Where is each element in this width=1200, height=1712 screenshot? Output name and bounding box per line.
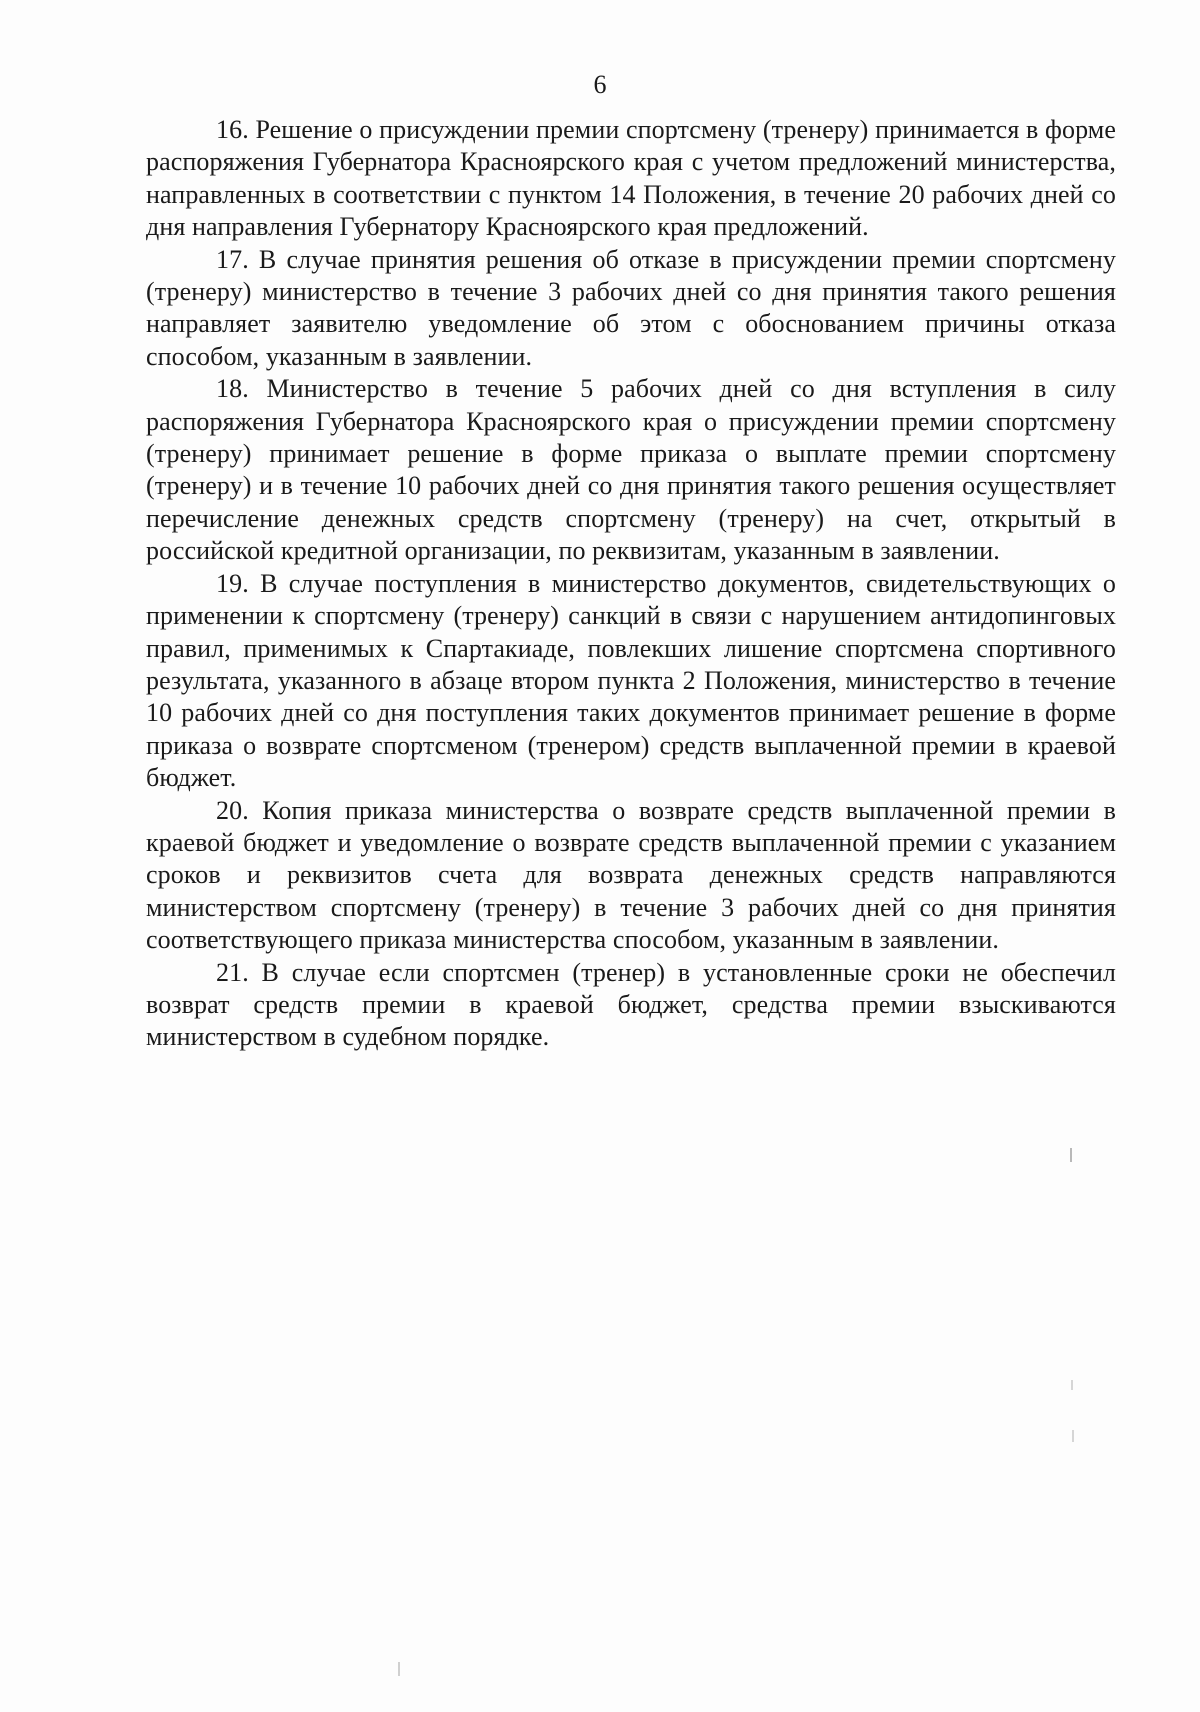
page-number: 6: [593, 70, 607, 99]
paragraph-19: 19. В случае поступления в министерство документов, свидетельствующих о применении к спортсмену (тренеру) санкций в связи с нарушением антидопинговых правил, применимых к Спартакиаде, повлекших лишение спортсмена спортивного результата, указанного в абзаце втором пункта 2 Положения, министерство в течение 10 рабочих дней со дня поступления таких документов принимает решение в форме приказа о возврате спортсменом (тренером) средств выплаченной премии в краевой бюджет.: [146, 568, 1116, 793]
paragraph-17: 17. В случае принятия решения об отказе в присуждении премии спортсмену (тренеру) министерство в течение 3 рабочих дней со дня принятия такого решения направляет заявителю уведомление об этом с обоснованием причины отказа способом, указанным в заявлении.: [146, 244, 1116, 371]
paragraph-21: 21. В случае если спортсмен (тренер) в установленные сроки не обеспечил возврат средств премии в краевой бюджет, средства премии взыскиваются министерством в судебном порядке.: [146, 957, 1116, 1052]
scan-speck: [1072, 1430, 1074, 1442]
paragraph-16: 16. Решение о присуждении премии спортсмену (тренеру) принимается в форме распоряжения Губернатора Красноярского края с учетом предложений министерства, направленных в соответствии с пунктом 14 Положения, в течение 20 рабочих дней со дня направления Губернатору Красноярского края предложений.: [146, 115, 1116, 242]
scan-speck: [398, 1662, 400, 1676]
scan-speck: [1071, 1380, 1073, 1390]
document-body: [146, 114, 1116, 1054]
scan-speck: [1070, 1148, 1072, 1162]
paragraph-20: 20. Копия приказа министерства о возврате средств выплаченной премии в краевой бюджет и уведомление о возврате средств выплаченной премии с указанием сроков и реквизитов счета для возврата денежных средств направляются министерством спортсмену (тренеру) в течение 3 рабочих дней со дня принятия соответствующего приказа министерства способом, указанным в заявлении.: [146, 795, 1116, 955]
paragraph-18: 18. Министерство в течение 5 рабочих дней со дня вступления в силу распоряжения Губернатора Красноярского края о присуждении премии спортсмену (тренеру) принимает решение в форме приказа о выплате премии спортсмену (тренеру) и в течение 10 рабочих дней со дня принятия такого решения осуществляет перечисление денежных средств спортсмену (тренеру) на счет, открытый в российской кредитной организации, по реквизитам, указанным в заявлении.: [146, 374, 1116, 566]
